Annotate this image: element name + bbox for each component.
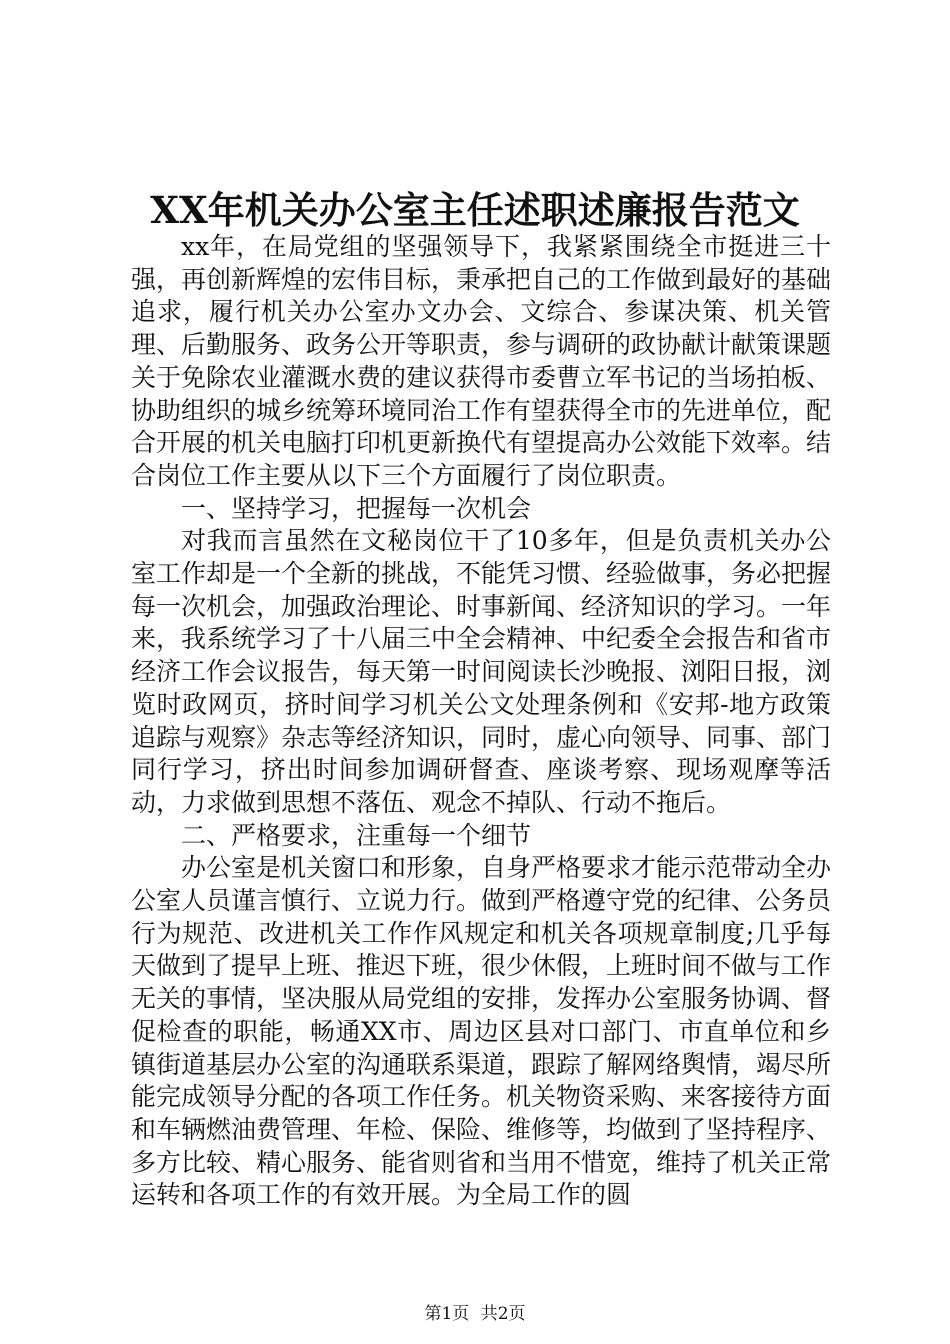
paragraph-section-1: 对我而言虽然在文秘岗位干了10多年，但是负责机关办公室工作却是一个全新的挑战，不能凭习惯、经验做事，务必把握每一次机会，加强政治理论、时事新闻、经济知识的学习。一年来，我系统学习了十八届三中全会精神、中纪委全会报告和省市经济工作会议报告，每天第一时间阅读长沙晚报、浏阳日报，浏览时政网页，挤时间学习机关公文处理条例和《安邦-地方政策追踪与观察》杂志等经济知识，同时，虚心向领导、同事、部门同行学习，挤出时间参加调研督查、座谈考察、现场观摩等活动，力求做到思想不落伍、观念不掉队、行动不拖后。 bbox=[131, 526, 832, 817]
page-footer bbox=[0, 1303, 950, 1325]
document-title: XX年机关办公室主任述职述廉报告范文 bbox=[150, 188, 800, 232]
paragraph-section-2: 办公室是机关窗口和形象，自身严格要求才能示范带动全办公室人员谨言慎行、立说力行。做到严格遵守党的纪律、公务员行为规范、改进机关工作作风规定和机关各项规章制度;几乎每天做到了提早上班、推迟下班，很少休假，上班时间不做与工作无关的事情，坚决服从局党组的安排，发挥办公室服务协调、督促检查的职能，畅通XX市、周边区县对口部门、市直单位和乡镇街道基层办公室的沟通联系渠道，跟踪了解网络舆情，竭尽所能完成领导分配的各项工作任务。机关物资采购、来客接待方面和车辆燃油费管理、年检、保险、维修等，均做到了坚持程序、多方比较、精心服务、能省则省和当用不惜宽，维持了机关正常运转和各项工作的有效开展。为全局工作的圆 bbox=[131, 853, 832, 1210]
page-number-current: 第1页 bbox=[424, 1304, 470, 1324]
document-body bbox=[131, 231, 831, 1212]
page-number-total: 共2页 bbox=[480, 1304, 526, 1324]
paragraph-intro: xx年，在局党组的坚强领导下，我紧紧围绕全市挺进三十强，再创新辉煌的宏伟目标，秉承把自己的工作做到最好的基础追求，履行机关办公室办文办会、文综合、参谋决策、机关管理、后勤服务、政务公开等职责，参与调研的政协献计献策课题关于免除农业灌溉水费的建议获得市委曹立军书记的当场拍板、协助组织的城乡统筹环境同治工作有望获得全市的先进单位，配合开展的机关电脑打印机更新换代有望提高办公效能下效率。结合岗位工作主要从以下三个方面履行了岗位职责。 bbox=[131, 232, 832, 490]
section-heading-1: 一、坚持学习，把握每一次机会 bbox=[181, 493, 532, 523]
section-heading-2: 二、严格要求，注重每一个细节 bbox=[181, 820, 532, 850]
